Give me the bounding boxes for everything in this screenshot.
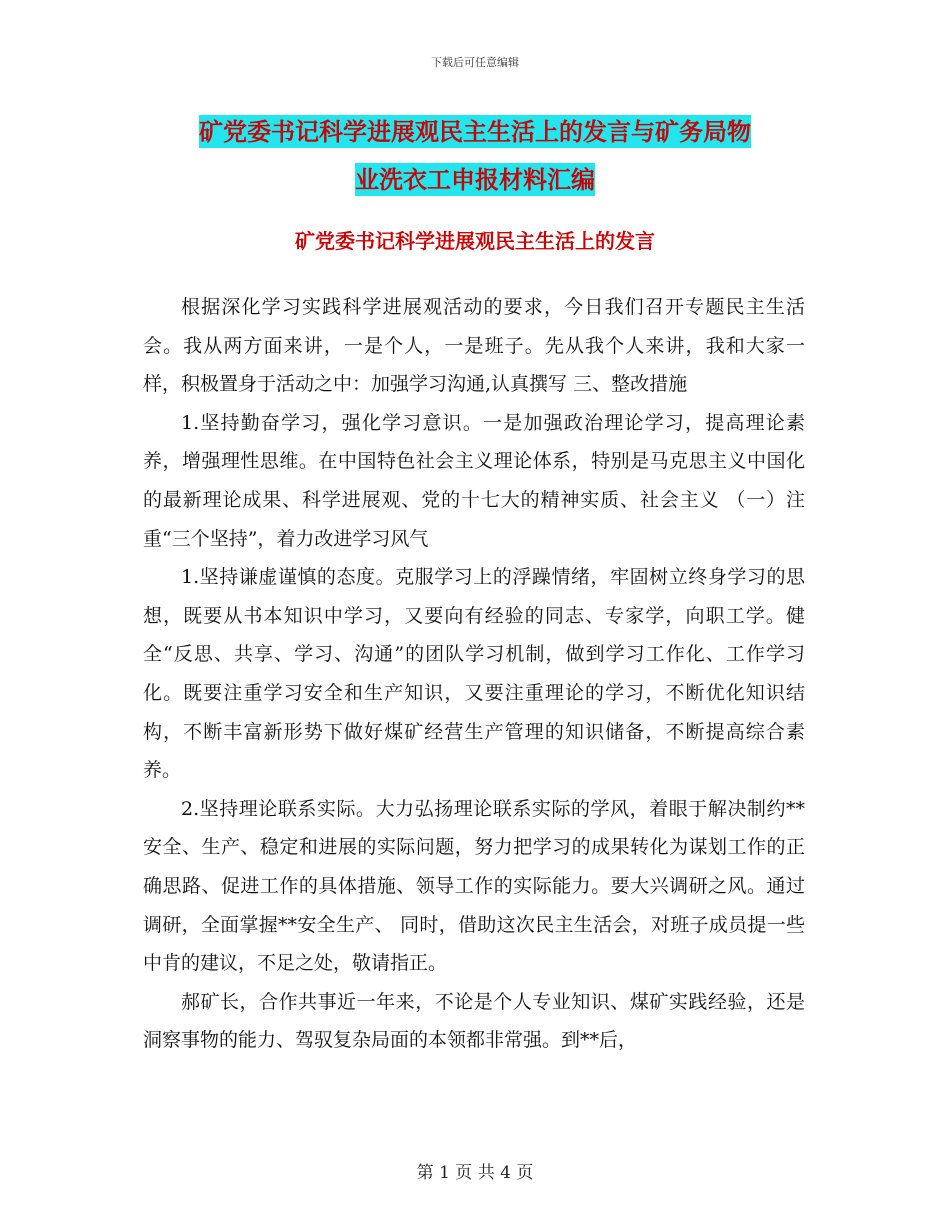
paragraph: 1.坚持勤奋学习，强化学习意识。一是加强政治理论学习，提高理论素养，增强理性思维。在中国特色社会主义理论体系，特别是马克思主义中国化的最新理论成果、科学进展观、党的十七大的精神实质、社会主义 （一）注重“三个坚持”，着力改进学习风气 (143, 411, 805, 550)
section-title: 矿党委书记科学进展观民主生活上的发言 (295, 229, 655, 253)
header-note: 下载后可任意编辑 (431, 56, 519, 69)
body-text (143, 288, 805, 1060)
title-line-1: 矿党委书记科学进展观民主生活上的发言与矿务局物 (199, 117, 751, 146)
title-line-2: 业洗衣工申报材料汇编 (355, 165, 595, 194)
paragraph: 郝矿长，合作共事近一年来，不论是个人专业知识、煤矿实践经验，还是洞察事物的能力、驾驭复杂局面的本领都非常强。到**后， (143, 990, 805, 1052)
paragraph: 1.坚持谦虚谨慎的态度。克服学习上的浮躁情绪，牢固树立终身学习的思想，既要从书本知识中学习，又要向有经验的同志、专家学，向职工学。健全“反思、共享、学习、沟通”的团队学习机制，做到学习工作化、工作学习化。既要注重学习安全和生产知识，又要注重理论的学习，不断优化知识结构，不断丰富新形势下做好煤矿经营生产管理的知识储备，不断提高综合素养。 (143, 566, 805, 782)
paragraph: 2.坚持理论联系实际。大力弘扬理论联系实际的学风，着眼于解决制约**安全、生产、稳定和进展的实际问题，努力把学习的成果转化为谋划工作的正确思路、促进工作的具体措施、领导工作的实际能力。要大兴调研之风。通过调研，全面掌握**安全生产、 同时，借助这次民主生活会，对班子成员提一些中肯的建议，不足之处，敬请指正。 (143, 797, 805, 975)
document-title (140, 108, 810, 204)
paragraph: 根据深化学习实践科学进展观活动的要求，今日我们召开专题民主生活会。我从两方面来讲，一是个人，一是班子。先从我个人来讲，我和大家一样，积极置身于活动之中：加强学习沟通,认真撰写 三、整改措施 (143, 296, 805, 396)
page-footer: 第 1 页 共 4 页 (416, 1163, 534, 1183)
